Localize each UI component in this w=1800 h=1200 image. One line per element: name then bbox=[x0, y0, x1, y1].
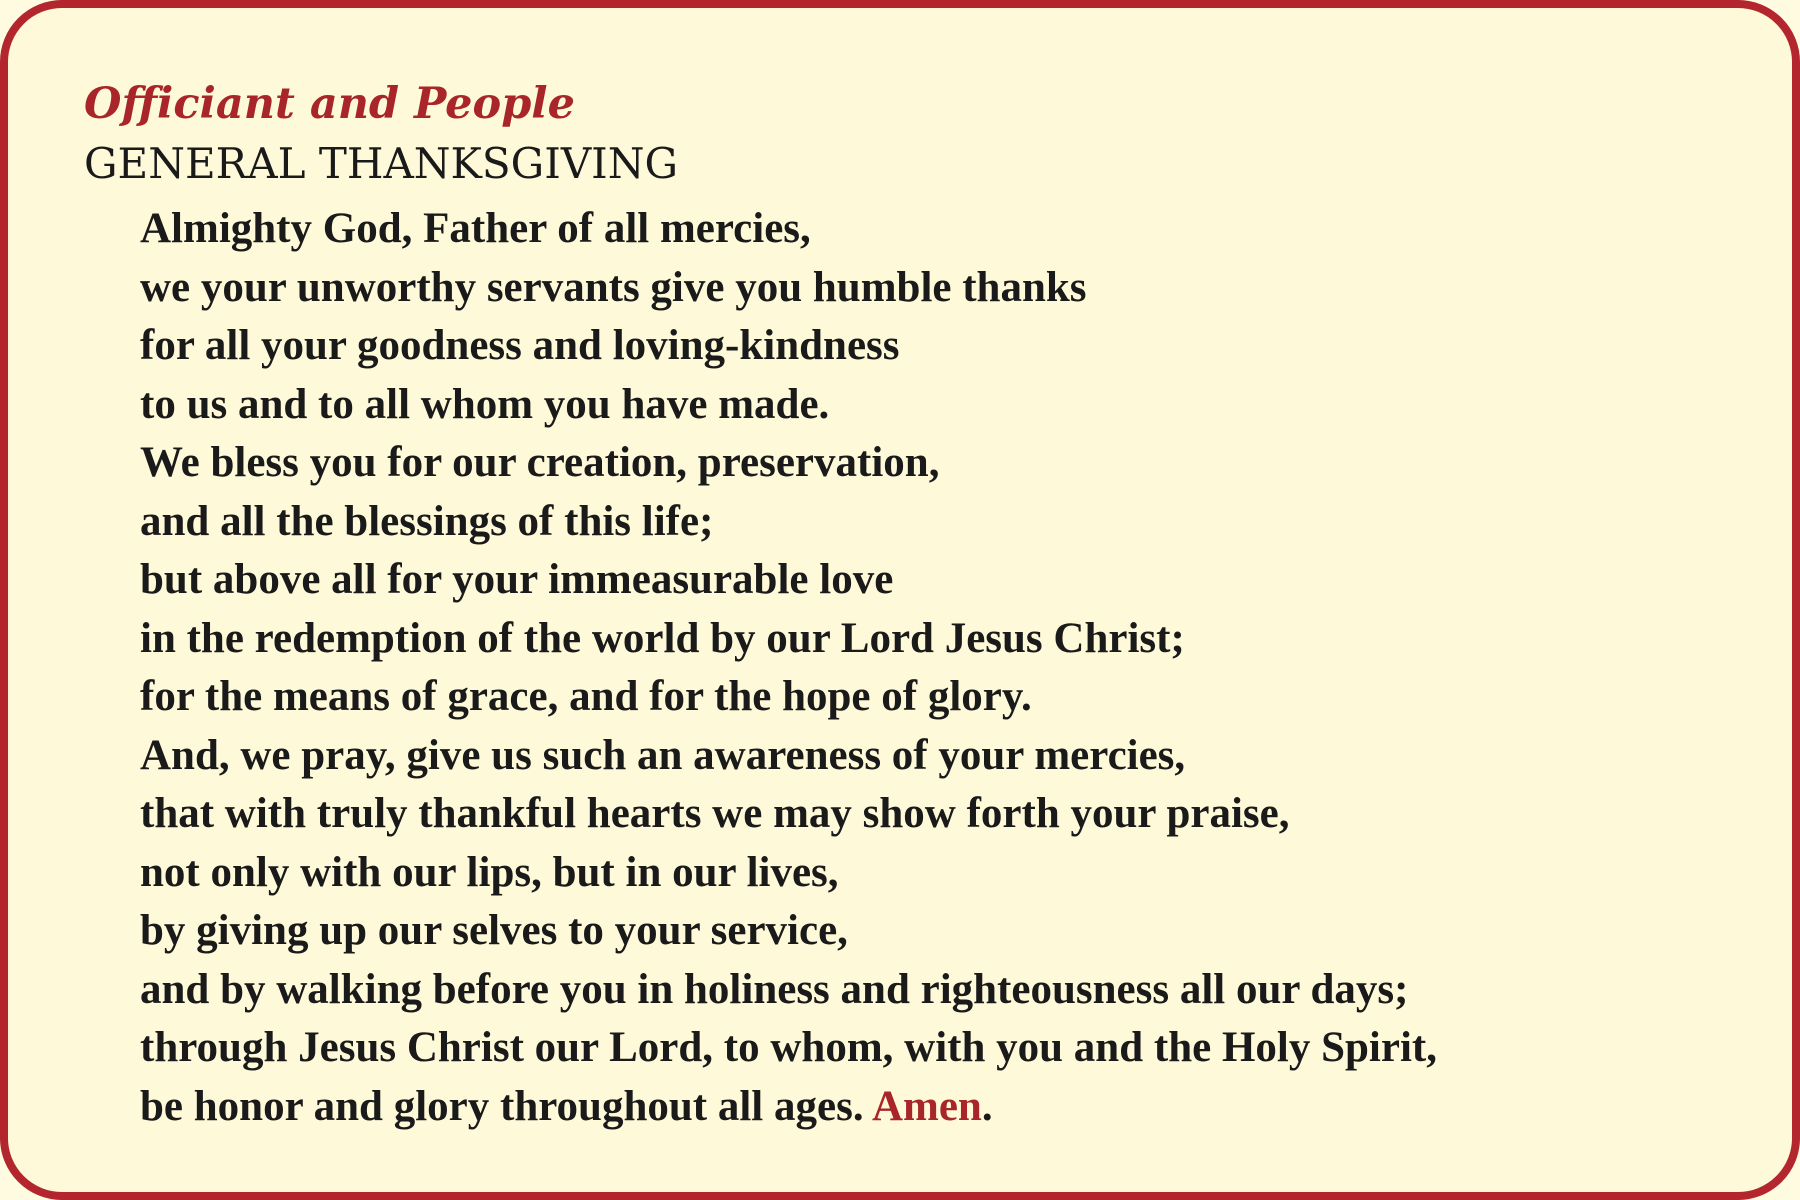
rubric-heading: Officiant and People bbox=[84, 79, 575, 129]
prayer-text bbox=[140, 200, 1437, 1136]
amen-response: Amen bbox=[871, 1082, 982, 1130]
prayer-line: for the means of grace, and for the hope of glory. bbox=[140, 673, 1032, 720]
prayer-title: GENERAL THANKSGIVING bbox=[84, 139, 679, 188]
final-line-text: be honor and glory throughout all ages. bbox=[140, 1082, 872, 1130]
final-period: . bbox=[981, 1082, 993, 1130]
prayer-line: by giving up our selves to your service, bbox=[140, 907, 848, 954]
prayer-line: And, we pray, give us such an awareness of your mercies, bbox=[140, 731, 1186, 779]
prayer-line: that with truly thankful hearts we may show forth your praise, bbox=[140, 790, 1290, 837]
prayer-line: in the redemption of the world by our Lord Jesus Christ; bbox=[140, 614, 1185, 662]
prayer-line: we your unworthy servants give you humble thanks bbox=[140, 263, 1087, 311]
prayer-line: and by walking before you in holiness and righteousness all our days; bbox=[140, 965, 1409, 1013]
prayer-line: to us and to all whom you have made. bbox=[140, 380, 830, 428]
prayer-line: not only with our lips, but in our lives, bbox=[140, 848, 839, 896]
prayer-final-line bbox=[140, 1078, 1437, 1137]
prayer-line: but above all for your immeasurable love bbox=[140, 556, 894, 603]
prayer-line: We bless you for our creation, preservation, bbox=[140, 439, 940, 486]
prayer-line: for all your goodness and loving-kindness bbox=[140, 322, 900, 369]
prayer-line: and all the blessings of this life; bbox=[140, 497, 714, 545]
prayer-line: through Jesus Christ our Lord, to whom, with you and the Holy Spirit, bbox=[140, 1024, 1437, 1071]
prayer-line: Almighty God, Father of all mercies, bbox=[140, 205, 811, 252]
